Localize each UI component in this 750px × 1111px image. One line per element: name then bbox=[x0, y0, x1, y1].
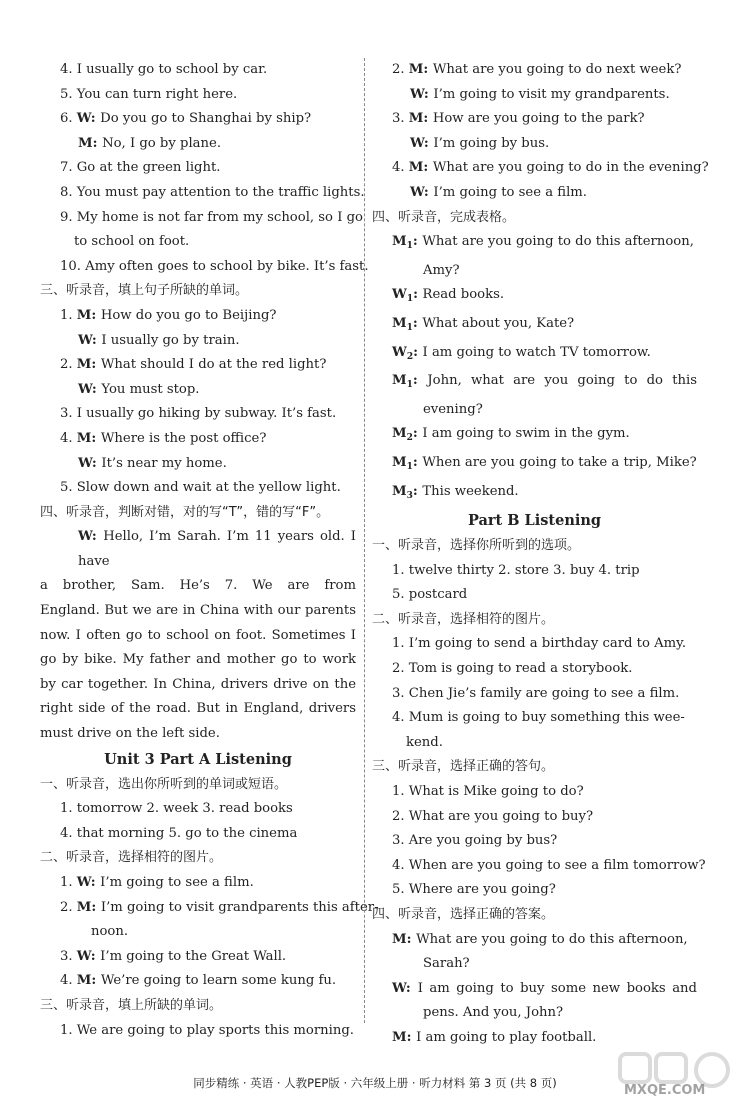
line-text: 一、听录音，选择你所听到的选项。 bbox=[372, 538, 581, 554]
text-line bbox=[40, 673, 356, 698]
text-line bbox=[372, 181, 697, 206]
line-text: 四、听录音，选择正确的答案。 bbox=[372, 907, 555, 922]
line-text: 5. You can turn right here. bbox=[60, 86, 238, 102]
text-line bbox=[40, 83, 356, 108]
line-text: 4. When are you going to see a film tomorrow? bbox=[392, 857, 706, 873]
text-line bbox=[372, 829, 697, 854]
line-text: 3. Are you going by bus? bbox=[392, 833, 558, 849]
line-text: 5. postcard bbox=[392, 587, 468, 603]
exercise-heading bbox=[372, 755, 697, 780]
speaker-label: $M_1$: bbox=[392, 373, 428, 391]
speaker-label: M: bbox=[408, 111, 433, 127]
right-column bbox=[372, 58, 709, 1051]
text-line bbox=[372, 451, 697, 480]
text-line bbox=[372, 952, 697, 977]
item-number: 4. bbox=[60, 973, 77, 989]
text-line bbox=[372, 58, 697, 83]
line-text: 1. tomorrow 2. week 3. read books bbox=[60, 801, 293, 817]
text-line bbox=[372, 657, 697, 682]
text-line bbox=[40, 255, 369, 280]
item-number: 4. bbox=[60, 430, 77, 446]
line-text: 二、听录音，选择相符的图片。 bbox=[40, 850, 223, 866]
speaker-label: M: bbox=[78, 135, 103, 151]
line-text: Do you go to Shanghai by ship? bbox=[100, 111, 312, 127]
line-text: pens. And you, John? bbox=[423, 1005, 564, 1021]
text-line bbox=[40, 58, 356, 83]
text-line bbox=[372, 312, 697, 341]
text-line bbox=[372, 156, 709, 181]
exercise-heading bbox=[40, 773, 356, 798]
text-line bbox=[40, 797, 356, 822]
line-text: 1. What is Mike going to do? bbox=[392, 784, 584, 800]
line-text: I usually go by train. bbox=[101, 332, 240, 348]
line-text: What are you going to do this afternoon, bbox=[416, 931, 688, 947]
speaker-label: M: bbox=[76, 430, 101, 446]
speaker-label: W: bbox=[410, 184, 434, 200]
line-text: evening? bbox=[423, 401, 483, 417]
text-line bbox=[372, 854, 706, 879]
line-text: a brother, Sam. He’s 7. We are from bbox=[40, 578, 356, 594]
line-text: It’s near my home. bbox=[101, 455, 227, 471]
text-line bbox=[40, 822, 356, 847]
text-line bbox=[40, 945, 356, 970]
exercise-heading bbox=[372, 903, 697, 928]
line-text: What about you, Kate? bbox=[422, 315, 575, 331]
line-text: No, I go by plane. bbox=[102, 135, 222, 151]
text-line bbox=[372, 259, 697, 284]
line-text: 1. twelve thirty 2. store 3. buy 4. trip bbox=[392, 562, 640, 578]
line-text: 1. I’m going to send a birthday card to Amy. bbox=[392, 636, 687, 652]
text-line bbox=[40, 574, 356, 599]
speaker-label: M: bbox=[76, 307, 101, 323]
speaker-label: M: bbox=[392, 1029, 417, 1045]
item-number: 3. bbox=[60, 948, 77, 964]
speaker-label: M: bbox=[76, 973, 101, 989]
speaker-label: W: bbox=[76, 875, 101, 890]
text-line bbox=[40, 624, 356, 649]
line-text: 4. Mum is going to buy something this wee- bbox=[392, 710, 685, 726]
line-text: Where is the post office? bbox=[100, 430, 267, 446]
text-line bbox=[372, 977, 697, 1002]
speaker-label: M: bbox=[76, 357, 101, 373]
line-text: Read books. bbox=[422, 287, 505, 303]
speaker-label: M: bbox=[408, 62, 433, 77]
item-number: 1. bbox=[60, 307, 77, 323]
speaker-label: W: bbox=[78, 332, 102, 348]
line-text: We’re going to learn some kung fu. bbox=[100, 973, 337, 989]
line-text: What should I do at the red light? bbox=[100, 357, 327, 373]
exercise-heading bbox=[372, 608, 697, 633]
exercise-heading bbox=[40, 279, 356, 304]
line-text: must drive on the left side. bbox=[40, 726, 220, 742]
line-text: England. But we are in China with our parents bbox=[40, 603, 356, 619]
line-text: What are you going to do this afternoon, bbox=[422, 234, 694, 250]
line-text: 4. I usually go to school by car. bbox=[60, 62, 268, 77]
line-text: I am going to watch TV tomorrow. bbox=[422, 344, 651, 360]
text-line bbox=[372, 928, 697, 953]
text-line bbox=[372, 480, 697, 509]
line-text: This weekend. bbox=[422, 483, 519, 499]
line-text: I’m going to see a film. bbox=[100, 875, 254, 890]
line-text: You must stop. bbox=[101, 381, 200, 397]
speaker-label: M: bbox=[392, 931, 417, 947]
line-text: Hello, I’m Sarah. I’m 11 years old. I have bbox=[78, 529, 356, 569]
exercise-heading bbox=[372, 206, 697, 231]
item-number: 1. bbox=[60, 875, 77, 890]
line-text: What are you going to do in the evening? bbox=[432, 160, 709, 176]
line-text: 5. Slow down and wait at the yellow light. bbox=[60, 480, 341, 496]
line-text: 3. I usually go hiking by subway. It’s fast. bbox=[60, 406, 337, 422]
section-heading: Unit 3 Part A Listening bbox=[104, 750, 292, 768]
text-line bbox=[40, 722, 356, 747]
text-line bbox=[372, 422, 697, 451]
line-text: 三、听录音，填上所缺的单词。 bbox=[40, 997, 223, 1013]
text-line bbox=[40, 206, 363, 231]
left-column bbox=[40, 58, 379, 1043]
speaker-label: W: bbox=[78, 455, 102, 471]
line-text: 5. Where are you going? bbox=[392, 882, 556, 898]
text-line bbox=[40, 697, 356, 722]
text-line bbox=[372, 706, 697, 731]
speaker-label: W: bbox=[76, 111, 101, 127]
line-text: 1. We are going to play sports this morning. bbox=[60, 1022, 355, 1038]
item-number: 2. bbox=[60, 357, 77, 373]
line-text: 四、听录音，判断对错，对的写“T”，错的写“F”。 bbox=[40, 504, 330, 520]
speaker-label: $M_1$: bbox=[392, 315, 423, 333]
text-line bbox=[40, 452, 356, 477]
line-text: I’m going to the Great Wall. bbox=[100, 948, 287, 964]
line-text: John, what are you going to do this bbox=[427, 373, 697, 389]
text-line bbox=[40, 353, 356, 378]
speaker-label: M: bbox=[76, 899, 101, 915]
speaker-label: $W_1$: bbox=[392, 287, 423, 305]
text-line bbox=[372, 132, 697, 157]
speaker-label: $M_3$: bbox=[392, 483, 423, 501]
line-text: Sarah? bbox=[423, 956, 470, 972]
item-number: 2. bbox=[60, 899, 77, 915]
speaker-label: W: bbox=[76, 948, 101, 964]
text-line bbox=[372, 230, 697, 259]
text-line bbox=[372, 83, 697, 108]
text-line bbox=[40, 648, 356, 673]
text-line bbox=[40, 132, 356, 157]
text-line bbox=[372, 369, 697, 398]
section-heading: Part B Listening bbox=[467, 512, 602, 530]
speaker-label: W: bbox=[78, 529, 104, 545]
line-text: kend. bbox=[406, 734, 443, 750]
text-line bbox=[40, 304, 356, 329]
item-number: 4. bbox=[392, 160, 409, 176]
exercise-heading bbox=[40, 994, 356, 1019]
line-text: 一、听录音，选出你所听到的单词或短语。 bbox=[40, 776, 288, 792]
text-line bbox=[372, 682, 697, 707]
line-text: When are you going to take a trip, Mike? bbox=[422, 454, 697, 470]
line-text: I’m going to visit my grandparents. bbox=[433, 86, 670, 102]
line-text: noon. bbox=[91, 924, 129, 940]
text-line bbox=[372, 107, 697, 132]
text-line bbox=[40, 427, 356, 452]
text-line bbox=[40, 107, 356, 132]
text-line bbox=[372, 559, 697, 584]
column-divider bbox=[364, 58, 365, 1023]
item-number: 2. bbox=[392, 62, 409, 77]
text-line bbox=[40, 525, 356, 574]
text-line bbox=[40, 402, 356, 427]
text-line bbox=[40, 378, 356, 403]
line-text: I’m going to see a film. bbox=[433, 184, 587, 200]
line-text: 3. Chen Jie’s family are going to see a film. bbox=[392, 685, 680, 701]
exercise-heading bbox=[372, 534, 697, 559]
speaker-label: W: bbox=[392, 980, 418, 996]
text-line bbox=[372, 632, 697, 657]
exercise-heading bbox=[40, 846, 356, 871]
line-text: 8. You must pay attention to the traffic lights. bbox=[60, 184, 365, 200]
watermark-logo bbox=[612, 1048, 742, 1108]
text-line bbox=[40, 156, 356, 181]
speaker-label: $M_2$: bbox=[392, 426, 423, 444]
page-footer: 同步精练 · 英语 · 人教PEP版 · 六年级上册 · 听力材料 第 3 页 (共 8 页) bbox=[193, 1076, 557, 1090]
text-line bbox=[40, 230, 356, 255]
text-line bbox=[372, 878, 697, 903]
line-text: I’m going by bus. bbox=[433, 135, 550, 151]
line-text: now. I often go to school on foot. Sometimes I bbox=[40, 627, 356, 643]
text-line bbox=[372, 805, 697, 830]
item-number: 3. bbox=[392, 111, 409, 127]
line-text: How do you go to Beijing? bbox=[100, 307, 277, 323]
line-text: 二、听录音，选择相符的图片。 bbox=[372, 611, 555, 627]
watermark-text: MXQE.COM bbox=[624, 1083, 706, 1098]
line-text: 2. What are you going to buy? bbox=[392, 808, 594, 824]
text-line bbox=[40, 920, 356, 945]
text-line bbox=[40, 871, 356, 896]
text-line bbox=[372, 283, 697, 312]
line-text: 2. Tom is going to read a storybook. bbox=[392, 661, 633, 677]
line-text: How are you going to the park? bbox=[432, 111, 645, 127]
text-line bbox=[40, 181, 365, 206]
text-line bbox=[40, 896, 379, 921]
line-text: I am going to swim in the gym. bbox=[422, 426, 630, 442]
item-number: 6. bbox=[60, 111, 77, 127]
line-text: by car together. In China, drivers drive on the bbox=[40, 676, 356, 692]
line-text: What are you going to do next week? bbox=[432, 62, 682, 77]
line-text: 四、听录音，完成表格。 bbox=[372, 209, 516, 225]
line-text: right side of the road. But in England, drivers bbox=[40, 701, 356, 717]
line-text: I am going to buy some new books and bbox=[417, 980, 697, 996]
exercise-heading bbox=[40, 501, 356, 526]
text-line bbox=[40, 969, 356, 994]
line-text: I am going to play football. bbox=[416, 1029, 597, 1045]
text-line bbox=[40, 329, 356, 354]
speaker-label: $W_2$: bbox=[392, 344, 423, 362]
text-line bbox=[372, 583, 697, 608]
line-text: Amy? bbox=[423, 262, 460, 278]
line-text: 三、听录音，选择正确的答句。 bbox=[372, 759, 555, 775]
line-text: 三、听录音，填上句子所缺的单词。 bbox=[40, 283, 249, 299]
speaker-label: W: bbox=[410, 86, 434, 102]
text-line bbox=[372, 341, 697, 370]
line-text: I’m going to visit grandparents this after- bbox=[100, 899, 379, 915]
line-text: 7. Go at the green light. bbox=[60, 160, 221, 176]
speaker-label: $M_1$: bbox=[392, 234, 423, 252]
text-line bbox=[40, 1019, 356, 1044]
text-line bbox=[40, 599, 356, 624]
speaker-label: W: bbox=[410, 135, 434, 151]
text-line bbox=[372, 731, 697, 756]
line-text: to school on foot. bbox=[74, 234, 190, 250]
line-text: go by bike. My father and mother go to work bbox=[40, 652, 356, 668]
speaker-label: $M_1$: bbox=[392, 454, 423, 472]
speaker-label: W: bbox=[78, 381, 102, 397]
text-line bbox=[40, 476, 356, 501]
text-line bbox=[372, 780, 697, 805]
line-text: 4. that morning 5. go to the cinema bbox=[60, 825, 298, 841]
text-line bbox=[372, 1001, 697, 1026]
text-line bbox=[372, 398, 697, 423]
text-line bbox=[372, 1026, 697, 1051]
line-text: 10. Amy often goes to school by bike. It’s fast. bbox=[60, 258, 369, 274]
speaker-label: M: bbox=[408, 160, 433, 176]
line-text: 9. My home is not far from my school, so I go bbox=[60, 209, 363, 225]
